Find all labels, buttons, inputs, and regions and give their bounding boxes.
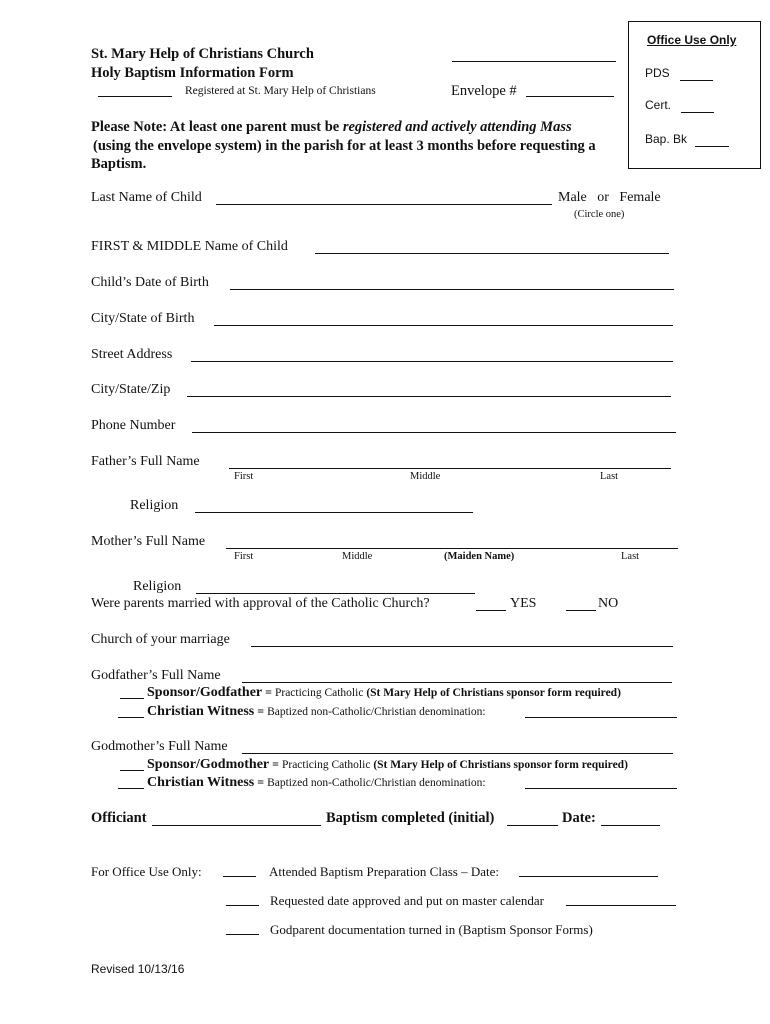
officiant-date-line[interactable] (601, 825, 660, 826)
completed-label: Baptism completed (initial) (326, 810, 495, 826)
last-name-line[interactable] (216, 204, 552, 205)
godfather-witness-desc: Baptized non-Catholic/Christian denomination: (267, 706, 486, 718)
godfather-witness-label: Christian Witness (147, 704, 255, 719)
married-yes-line[interactable] (476, 610, 506, 611)
city-state-zip-label: City/State/Zip (91, 382, 171, 397)
godmother-line[interactable] (242, 753, 673, 754)
godmother-eq: = (269, 757, 282, 771)
note-line3: Baptism. (91, 156, 147, 172)
father-line[interactable] (229, 468, 671, 469)
bapbk-line[interactable] (695, 146, 729, 147)
office-item2: Requested date approved and put on master calendar (270, 893, 544, 908)
godfather-eq: = (262, 685, 275, 699)
envelope-label: Envelope # (451, 83, 517, 99)
godfather-label: Godfather’s Full Name (91, 668, 221, 683)
married-no-line[interactable] (566, 610, 596, 611)
godfather-witness-row (147, 704, 486, 720)
circle-one-note: (Circle one) (574, 209, 625, 220)
godmother-sponsor-check[interactable] (120, 770, 144, 771)
bapbk-label: Bap. Bk (645, 132, 688, 146)
header-blank-line[interactable] (452, 61, 616, 62)
street-label: Street Address (91, 347, 173, 362)
godmother-witness-desc: Baptized non-Catholic/Christian denomination: (267, 777, 486, 789)
completed-initial-line[interactable] (507, 825, 558, 826)
godmother-sponsor-row (147, 757, 628, 773)
godfather-witness-check[interactable] (118, 717, 144, 718)
cert-line[interactable] (681, 112, 714, 113)
father-religion-line[interactable] (195, 512, 473, 513)
godfather-practicing: Practicing Catholic (274, 687, 364, 699)
officiant-label: Officiant (91, 810, 147, 826)
godfather-sponsor-form: (St Mary Help of Christians sponsor form required) (366, 687, 621, 699)
mother-last-caption: Last (621, 551, 640, 562)
note-prefix: Please Note: At least one parent must be (91, 119, 343, 135)
father-religion-label: Religion (130, 498, 179, 513)
mother-label: Mother’s Full Name (91, 534, 206, 549)
birth-city-line[interactable] (214, 325, 673, 326)
godmother-witness-eq: = (254, 775, 268, 789)
office-use-label: For Office Use Only: (91, 864, 202, 879)
mother-line[interactable] (226, 548, 678, 549)
church-marriage-label: Church of your marriage (91, 632, 230, 647)
note-emphasis: registered and actively attending Mass (342, 119, 572, 135)
father-middle-caption: Middle (410, 471, 441, 482)
office-item3: Godparent documentation turned in (Baptism Sponsor Forms) (270, 922, 593, 937)
street-line[interactable] (191, 361, 673, 362)
dob-line[interactable] (230, 289, 674, 290)
city-state-zip-line[interactable] (187, 396, 671, 397)
godmother-sponsor-form: (St Mary Help of Christians sponsor form required) (373, 759, 628, 771)
office-item2-line[interactable] (566, 905, 676, 906)
officiant-line[interactable] (152, 825, 321, 826)
godfather-sponsor-check[interactable] (120, 698, 144, 699)
godmother-witness-row (147, 775, 486, 791)
married-no-label: NO (598, 596, 619, 611)
godfather-sponsor-row (147, 685, 621, 701)
office-item1-date-line[interactable] (519, 876, 658, 877)
note-line2: (using the envelope system) in the parish for at least 3 months before requesting a (93, 138, 596, 154)
office-item3-check[interactable] (226, 934, 259, 935)
godfather-sponsor-label: Sponsor/Godfather (147, 685, 263, 700)
godmother-witness-label: Christian Witness (147, 775, 255, 790)
mother-middle-caption: Middle (342, 551, 373, 562)
godmother-label: Godmother’s Full Name (91, 739, 228, 754)
sex-options[interactable]: Male or Female (558, 190, 661, 205)
birth-city-label: City/State of Birth (91, 311, 195, 326)
form-title: Holy Baptism Information Form (91, 65, 294, 81)
registered-label: Registered at St. Mary Help of Christians (185, 85, 376, 97)
mother-religion-label: Religion (133, 579, 182, 594)
note-line1 (91, 119, 572, 136)
father-last-caption: Last (600, 471, 619, 482)
pds-line[interactable] (680, 80, 713, 81)
mother-maiden-caption: (Maiden Name) (444, 551, 515, 562)
officiant-date-label: Date: (562, 810, 596, 826)
office-item1: Attended Baptism Preparation Class – Date: (269, 864, 499, 879)
office-use-box (628, 21, 761, 169)
mother-religion-line[interactable] (196, 593, 475, 594)
first-middle-label: FIRST & MIDDLE Name of Child (91, 239, 288, 254)
godmother-sponsor-label: Sponsor/Godmother (147, 757, 270, 772)
pds-label: PDS (645, 66, 670, 80)
father-first-caption: First (234, 471, 254, 482)
registered-line[interactable] (98, 96, 172, 97)
married-yes-label: YES (510, 596, 537, 611)
godfather-denomination-line[interactable] (525, 717, 677, 718)
godmother-practicing: Practicing Catholic (281, 759, 371, 771)
father-label: Father’s Full Name (91, 454, 200, 469)
envelope-number-line[interactable] (526, 96, 614, 97)
office-item1-check[interactable] (223, 876, 256, 877)
church-marriage-line[interactable] (251, 646, 673, 647)
dob-label: Child’s Date of Birth (91, 275, 209, 290)
godmother-denomination-line[interactable] (525, 788, 677, 789)
church-name: St. Mary Help of Christians Church (91, 46, 314, 62)
revised-date: Revised 10/13/16 (91, 962, 185, 976)
phone-line[interactable] (192, 432, 676, 433)
office-box-title: Office Use Only (647, 33, 737, 47)
cert-label: Cert. (645, 98, 672, 112)
last-name-label: Last Name of Child (91, 190, 202, 205)
godmother-witness-check[interactable] (118, 788, 144, 789)
first-middle-line[interactable] (315, 253, 669, 254)
married-question: Were parents married with approval of the Catholic Church? (91, 596, 430, 611)
office-item2-check[interactable] (226, 905, 259, 906)
mother-first-caption: First (234, 551, 254, 562)
godfather-witness-eq: = (254, 704, 268, 718)
godfather-line[interactable] (242, 682, 672, 683)
phone-label: Phone Number (91, 418, 176, 433)
